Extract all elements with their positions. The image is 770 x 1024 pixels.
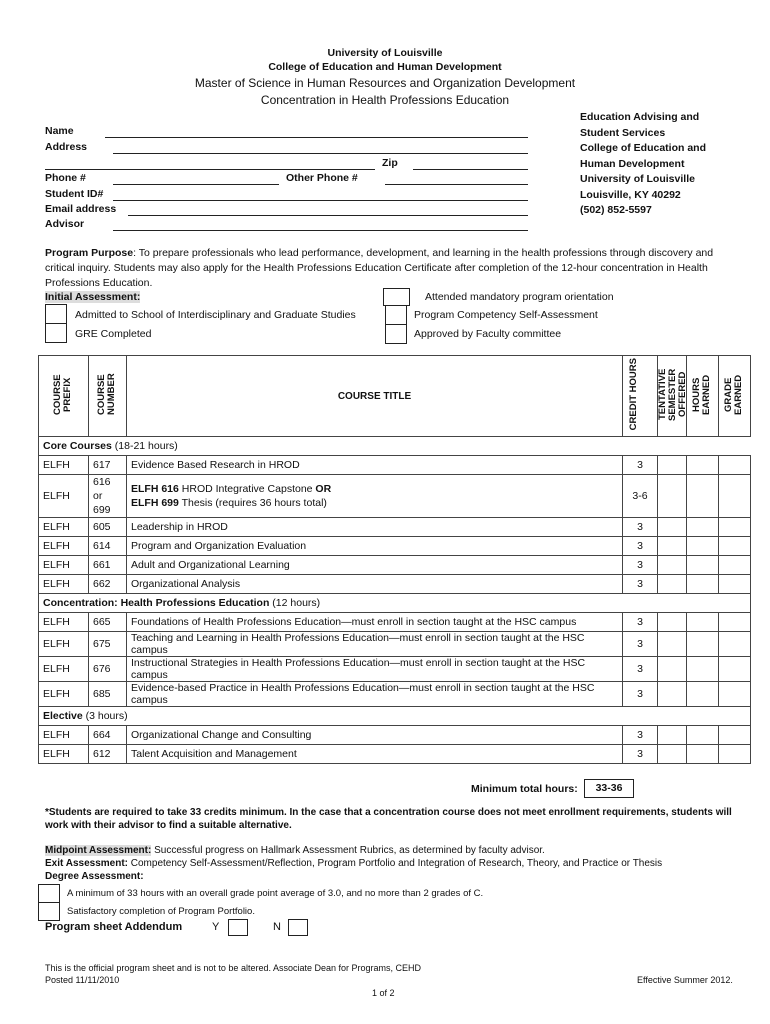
advisor-label: Advisor — [45, 218, 85, 230]
min-total-label: Minimum total hours: — [471, 783, 578, 795]
grade-earned-cell[interactable] — [719, 518, 751, 537]
credit-hours: 3 — [623, 556, 658, 575]
advisor-field[interactable] — [113, 230, 528, 231]
office-line4: Human Development — [580, 157, 685, 170]
course-number: 664 — [89, 726, 127, 745]
course-number: 605 — [89, 518, 127, 537]
course-title: Leadership in HROD — [127, 518, 623, 537]
header-tentative-semester: TENTATIVE SEMESTER OFFERED — [658, 356, 687, 437]
email-field[interactable] — [128, 215, 528, 216]
course-title: Program and Organization Evaluation — [127, 537, 623, 556]
purpose-label: Program Purpose — [45, 247, 134, 259]
tentative-semester-cell[interactable] — [658, 726, 687, 745]
credit-hours: 3 — [623, 613, 658, 632]
grade-earned-cell[interactable] — [719, 456, 751, 475]
table-row — [39, 556, 751, 575]
conc-hours: (12 hours) — [269, 597, 321, 609]
section-elective — [39, 707, 751, 726]
hours-earned-cell[interactable] — [687, 518, 719, 537]
purpose-text: : To prepare professionals who lead performance, development, and learning in the health professions through discovery and critical inquiry. Students may also apply for the Health Professions Education Certificate after completion of the 12-hour concentration in Health Professions Education. — [45, 247, 714, 289]
addendum-label: Program sheet Addendum — [45, 921, 183, 933]
table-row — [39, 726, 751, 745]
credit-hours: 3 — [623, 726, 658, 745]
midpoint-assessment — [45, 845, 545, 856]
course-prefix: ELFH — [39, 518, 89, 537]
course-number: 685 — [89, 682, 127, 707]
exit-label: Exit Assessment: — [45, 858, 128, 869]
course-title: Evidence Based Research in HROD — [127, 456, 623, 475]
office-line2: Student Services — [580, 126, 666, 139]
grade-earned-cell[interactable] — [719, 556, 751, 575]
tentative-semester-cell[interactable] — [658, 632, 687, 657]
course-number: 614 — [89, 537, 127, 556]
addendum-yes-label: Y — [212, 921, 220, 933]
hours-earned-cell[interactable] — [687, 475, 719, 518]
hours-earned-cell[interactable] — [687, 745, 719, 764]
office-address — [580, 110, 740, 219]
conc-label: Concentration: Health Professions Education — [43, 597, 270, 609]
course-number: 617 — [89, 456, 127, 475]
phone-label: Phone # — [45, 172, 86, 184]
checkbox-faculty-approval[interactable] — [385, 324, 407, 344]
phone-field[interactable] — [113, 184, 279, 185]
course-title: Organizational Change and Consulting — [127, 726, 623, 745]
course-prefix: ELFH — [39, 726, 89, 745]
checkbox-gpa-requirement[interactable] — [38, 884, 60, 903]
hours-earned-cell[interactable] — [687, 575, 719, 594]
checkbox-orientation[interactable] — [383, 288, 410, 306]
grade-earned-cell[interactable] — [719, 575, 751, 594]
office-line6: Louisville, KY 40292 — [580, 188, 681, 201]
course-prefix: ELFH — [39, 613, 89, 632]
section-core — [39, 437, 751, 456]
header-grade-earned: GRADE EARNED — [719, 356, 751, 437]
email-label: Email address — [45, 203, 117, 215]
zip-label: Zip — [382, 157, 398, 169]
tentative-semester-cell[interactable] — [658, 575, 687, 594]
office-line7: (502) 852-5597 — [580, 204, 652, 216]
grade-earned-cell[interactable] — [719, 632, 751, 657]
hours-earned-cell[interactable] — [687, 726, 719, 745]
table-header-row — [39, 356, 751, 437]
header-credit-hours: CREDIT HOURS — [623, 356, 658, 437]
course-number: 661 — [89, 556, 127, 575]
credit-hours: 3 — [623, 682, 658, 707]
capstone-or: OR — [315, 483, 332, 495]
course-title: Organizational Analysis — [127, 575, 623, 594]
course-number: 662 — [89, 575, 127, 594]
credit-hours: 3 — [623, 518, 658, 537]
hours-earned-cell[interactable] — [687, 682, 719, 707]
course-prefix: ELFH — [39, 632, 89, 657]
checkbox-admitted[interactable] — [45, 304, 67, 324]
course-title: Adult and Organizational Learning — [127, 556, 623, 575]
address-field-line2[interactable] — [45, 169, 375, 170]
table-row — [39, 657, 751, 682]
exit-assessment — [45, 858, 662, 869]
address-label: Address — [45, 141, 88, 153]
hours-earned-cell[interactable] — [687, 456, 719, 475]
zip-field[interactable] — [413, 169, 528, 170]
initial-assessment-label: Initial Assessment: — [45, 291, 141, 303]
grade-earned-cell[interactable] — [719, 682, 751, 707]
hours-earned-cell[interactable] — [687, 613, 719, 632]
table-row — [39, 632, 751, 657]
official-statement: This is the official program sheet and is not to be altered. Associate Dean for Programs, CEHD — [45, 963, 422, 973]
min-total-value: 33-36 — [584, 779, 634, 798]
tentative-semester-cell[interactable] — [658, 537, 687, 556]
portfolio-label: Satisfactory completion of Program Portfolio. — [67, 906, 255, 917]
course-prefix: ELFH — [39, 575, 89, 594]
table-row — [39, 613, 751, 632]
course-prefix: ELFH — [39, 657, 89, 682]
course-number: 675 — [89, 632, 127, 657]
program-purpose — [45, 246, 725, 291]
elective-hours: (3 hours) — [82, 710, 128, 722]
course-title: Instructional Strategies in Health Professions Education—must enroll in section taught at the HSC campus — [127, 657, 623, 682]
credit-hours: 3-6 — [623, 475, 658, 518]
checkbox-self-assessment[interactable] — [385, 305, 407, 325]
tentative-semester-cell[interactable] — [658, 518, 687, 537]
program-title: Master of Science in Human Resources and Organization Development — [194, 76, 576, 90]
table-row — [39, 518, 751, 537]
course-title: Foundations of Health Professions Education—must enroll in section taught at the HSC campus — [127, 613, 623, 632]
grade-earned-cell[interactable] — [719, 475, 751, 518]
table-row — [39, 682, 751, 707]
hours-earned-cell[interactable] — [687, 632, 719, 657]
credit-hours: 3 — [623, 575, 658, 594]
self-assessment-label: Program Competency Self-Assessment — [414, 309, 598, 321]
capstone-number-or: or — [93, 490, 103, 502]
credit-hours: 3 — [623, 537, 658, 556]
elective-label: Elective — [43, 710, 83, 722]
credit-hours: 3 — [623, 657, 658, 682]
tentative-semester-cell[interactable] — [658, 745, 687, 764]
effective-date: Effective Summer 2012. — [637, 975, 733, 985]
course-prefix: ELFH — [39, 537, 89, 556]
addendum-no-label: N — [273, 921, 281, 933]
checkbox-portfolio[interactable] — [38, 902, 60, 921]
tentative-semester-cell[interactable] — [658, 657, 687, 682]
hours-earned-cell[interactable] — [687, 556, 719, 575]
credits-note: *Students are required to take 33 credits minimum. In the case that a concentration course does not meet enrollment requirements, students will work with their advisor to find a suitable alternative. — [45, 807, 732, 831]
grade-earned-cell[interactable] — [719, 657, 751, 682]
student-id-field[interactable] — [113, 200, 528, 201]
tentative-semester-cell[interactable] — [658, 682, 687, 707]
capstone-699-title: Thesis (requires 36 hours total) — [178, 497, 327, 509]
course-title: Teaching and Learning in Health Professions Education—must enroll in section taught at the HSC campus — [127, 632, 623, 657]
grade-earned-cell[interactable] — [719, 537, 751, 556]
hours-earned-cell[interactable] — [687, 537, 719, 556]
course-number: 665 — [89, 613, 127, 632]
orientation-label: Attended mandatory program orientation — [425, 291, 614, 303]
course-prefix: ELFH — [39, 745, 89, 764]
table-row — [39, 745, 751, 764]
header-course-title: COURSE TITLE — [127, 356, 623, 437]
capstone-699-code: ELFH 699 — [131, 497, 179, 509]
course-prefix: ELFH — [39, 475, 89, 518]
office-line1: Education Advising and — [580, 111, 700, 123]
addendum-yes-checkbox[interactable] — [228, 919, 248, 936]
other-phone-field[interactable] — [385, 184, 528, 185]
hours-earned-cell[interactable] — [687, 657, 719, 682]
name-label: Name — [45, 125, 74, 137]
course-prefix: ELFH — [39, 682, 89, 707]
name-field[interactable] — [105, 137, 528, 138]
tentative-semester-cell[interactable] — [658, 475, 687, 518]
tentative-semester-cell[interactable] — [658, 613, 687, 632]
capstone-number-616: 616 — [93, 476, 111, 488]
section-concentration — [39, 594, 751, 613]
header-course-prefix: COURSE PREFIX — [39, 356, 89, 437]
student-id-label: Student ID# — [45, 188, 104, 200]
course-number: 612 — [89, 745, 127, 764]
degree-assessment-label: Degree Assessment: — [45, 871, 144, 882]
college-name: College of Education and Human Development — [268, 61, 502, 73]
core-label: Core Courses — [43, 440, 112, 452]
addendum-no-checkbox[interactable] — [288, 919, 308, 936]
course-title — [127, 475, 623, 518]
office-line3: College of Education and — [580, 142, 707, 154]
core-hours: (18-21 hours) — [111, 440, 178, 452]
midpoint-label: Midpoint Assessment: — [45, 845, 152, 856]
tentative-semester-cell[interactable] — [658, 556, 687, 575]
course-number — [89, 475, 127, 518]
checkbox-gre[interactable] — [45, 323, 67, 343]
gpa-requirement-label: A minimum of 33 hours with an overall grade point average of 3.0, and no more than 2 grades of C. — [67, 888, 484, 899]
tentative-semester-cell[interactable] — [658, 456, 687, 475]
university-name: University of Louisville — [327, 47, 443, 59]
other-phone-label: Other Phone # — [286, 172, 358, 184]
credit-hours: 3 — [623, 632, 658, 657]
capstone-number-699: 699 — [93, 504, 111, 516]
table-row — [39, 537, 751, 556]
address-field-line1[interactable] — [113, 153, 528, 154]
faculty-approval-label: Approved by Faculty committee — [414, 328, 562, 340]
table-row-capstone — [39, 475, 751, 518]
grade-earned-cell[interactable] — [719, 745, 751, 764]
credit-hours: 3 — [623, 456, 658, 475]
posted-date: Posted 11/11/2010 — [45, 975, 120, 985]
course-title: Talent Acquisition and Management — [127, 745, 623, 764]
concentration-title: Concentration in Health Professions Education — [260, 93, 510, 107]
gre-label: GRE Completed — [75, 328, 152, 340]
page-number: 1 of 2 — [372, 988, 395, 998]
course-prefix: ELFH — [39, 456, 89, 475]
credit-hours: 3 — [623, 745, 658, 764]
course-prefix: ELFH — [39, 556, 89, 575]
header-course-number: COURSE NUMBER — [89, 356, 127, 437]
capstone-616-code: ELFH 616 — [131, 483, 179, 495]
table-row — [39, 575, 751, 594]
midpoint-text: Successful progress on Hallmark Assessment Rubrics, as determined by faculty advisor. — [151, 845, 545, 856]
office-line5: University of Louisville — [580, 173, 695, 185]
course-table — [38, 355, 751, 764]
grade-earned-cell[interactable] — [719, 726, 751, 745]
table-row — [39, 456, 751, 475]
admitted-label: Admitted to School of Interdisciplinary and Graduate Studies — [75, 309, 356, 321]
grade-earned-cell[interactable] — [719, 613, 751, 632]
course-number: 676 — [89, 657, 127, 682]
exit-text: Competency Self-Assessment/Reflection, Program Portfolio and Integration of Research, Theory, and Practice or Thesis — [128, 858, 663, 869]
course-title: Evidence-based Practice in Health Professions Education—must enroll in section taught at the HSC campus — [127, 682, 623, 707]
capstone-616-title: HROD Integrative Capstone — [178, 483, 316, 495]
header-hours-earned: HOURS EARNED — [687, 356, 719, 437]
